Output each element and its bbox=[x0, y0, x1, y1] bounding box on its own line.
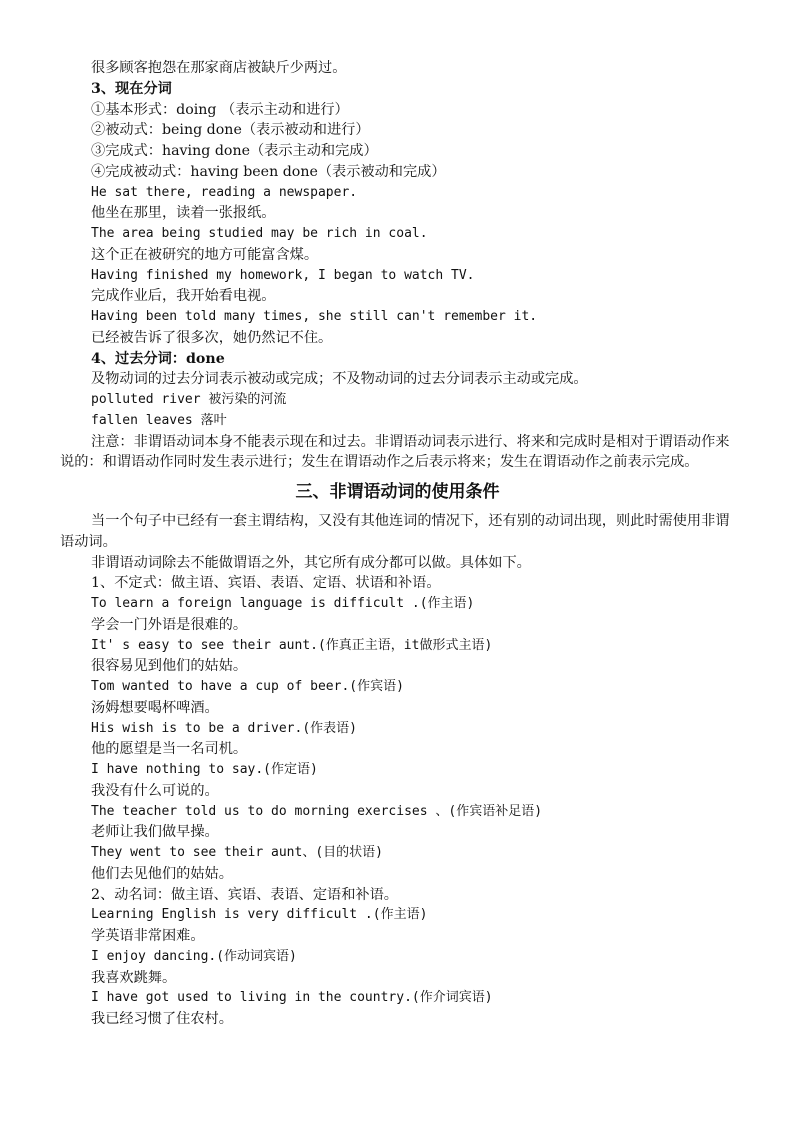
example-sentence: It' s easy to see their aunt.(作真正主语，it做形式主语) bbox=[91, 637, 493, 653]
text-line: ②被动式：being done（表示被动和进行） bbox=[91, 122, 370, 139]
translation-line: 学会一门外语是很难的。 bbox=[91, 616, 248, 633]
example-sentence: They went to see their aunt、(目的状语) bbox=[91, 845, 383, 860]
text-line: ①基本形式：doing （表示主动和进行） bbox=[91, 101, 349, 118]
example-sentence: Learning English is very difficult .(作主语) bbox=[91, 907, 428, 923]
translation-line: 他坐在那里，读着一张报纸。 bbox=[91, 205, 276, 222]
example-sentence: His wish is to be a driver.(作表语) bbox=[91, 720, 357, 736]
translation-line: 学英语非常困难。 bbox=[91, 928, 205, 944]
translation-line: 汤姆想要喝杯啤酒。 bbox=[91, 699, 219, 716]
translation-line: 我没有什么可说的。 bbox=[91, 782, 219, 799]
example-phrase: fallen leaves 落叶 bbox=[91, 412, 227, 428]
translation-line: 很容易见到他们的姑姑。 bbox=[91, 658, 248, 675]
text-line: ③完成式：having done（表示主动和完成） bbox=[91, 143, 378, 159]
translation-line: 他的愿望是当一名司机。 bbox=[91, 741, 248, 758]
chapter-title: 三、非谓语动词的使用条件 bbox=[295, 482, 500, 502]
document-page bbox=[60, 58, 735, 1030]
text-line: 1、不定式：做主语、宾语、表语、定语、状语和补语。 bbox=[91, 575, 441, 592]
example-sentence: Having finished my homework, I began to watch TV. bbox=[91, 267, 475, 283]
translation-line: 已经被告诉了很多次，她仍然记不住。 bbox=[91, 329, 333, 346]
section-heading: 3、现在分词 bbox=[91, 80, 172, 97]
text-line: ④完成被动式：having been done（表示被动和完成） bbox=[91, 163, 446, 180]
example-sentence: To learn a foreign language is difficult .(作主语) bbox=[91, 596, 475, 611]
translation-line: 老师让我们做早操。 bbox=[91, 824, 219, 841]
example-sentence: I enjoy dancing.(作动词宾语) bbox=[91, 948, 297, 964]
translation-line: 这个正在被研究的地方可能富含煤。 bbox=[91, 246, 319, 263]
text-line: 及物动词的过去分词表示被动或完成；不及物动词的过去分词表示主动或完成。 bbox=[91, 371, 588, 388]
example-sentence: The teacher told us to do morning exercises 、(作宾语补足语) bbox=[91, 803, 543, 819]
example-sentence: Having been told many times, she still can't remember it. bbox=[91, 309, 538, 324]
text-line: 很多顾客抱怨在那家商店被缺斤少两过。 bbox=[91, 60, 347, 76]
translation-line: 我已经习惯了住农村。 bbox=[91, 1011, 233, 1027]
translation-line: 我喜欢跳舞。 bbox=[91, 969, 177, 986]
section-heading: 4、过去分词：done bbox=[91, 350, 225, 367]
example-sentence: He sat there, reading a newspaper. bbox=[91, 184, 358, 200]
translation-line: 完成作业后，我开始看电视。 bbox=[91, 288, 276, 305]
example-phrase: polluted river 被污染的河流 bbox=[91, 392, 287, 407]
text-line: 2、动名词：做主语、宾语、表语、定语和补语。 bbox=[91, 886, 398, 903]
intro-paragraph: 当一个句子中已经有一套主谓结构，又没有其他连词的情况下，还有别的动词出现，则此时需使用非谓语动词。 bbox=[60, 513, 730, 550]
text-line: 非谓语动词除去不能做谓语之外，其它所有成分都可以做。具体如下。 bbox=[91, 554, 531, 571]
note-paragraph: 注意：非谓语动词本身不能表示现在和过去。非谓语动词表示进行、将来和完成时是相对于谓语动作来说的：和谓语动作同时发生表示进行；发生在谓语动作之后表示将来；发生在谓语动作之前表示完成。 bbox=[60, 433, 730, 471]
example-sentence: The area being studied may be rich in coal. bbox=[91, 226, 428, 241]
example-sentence: I have got used to living in the country.(作介词宾语) bbox=[91, 990, 493, 1006]
example-sentence: Tom wanted to have a cup of beer.(作宾语) bbox=[91, 679, 404, 694]
translation-line: 他们去见他们的姑姑。 bbox=[91, 865, 233, 882]
example-sentence: I have nothing to say.(作定语) bbox=[91, 762, 318, 777]
